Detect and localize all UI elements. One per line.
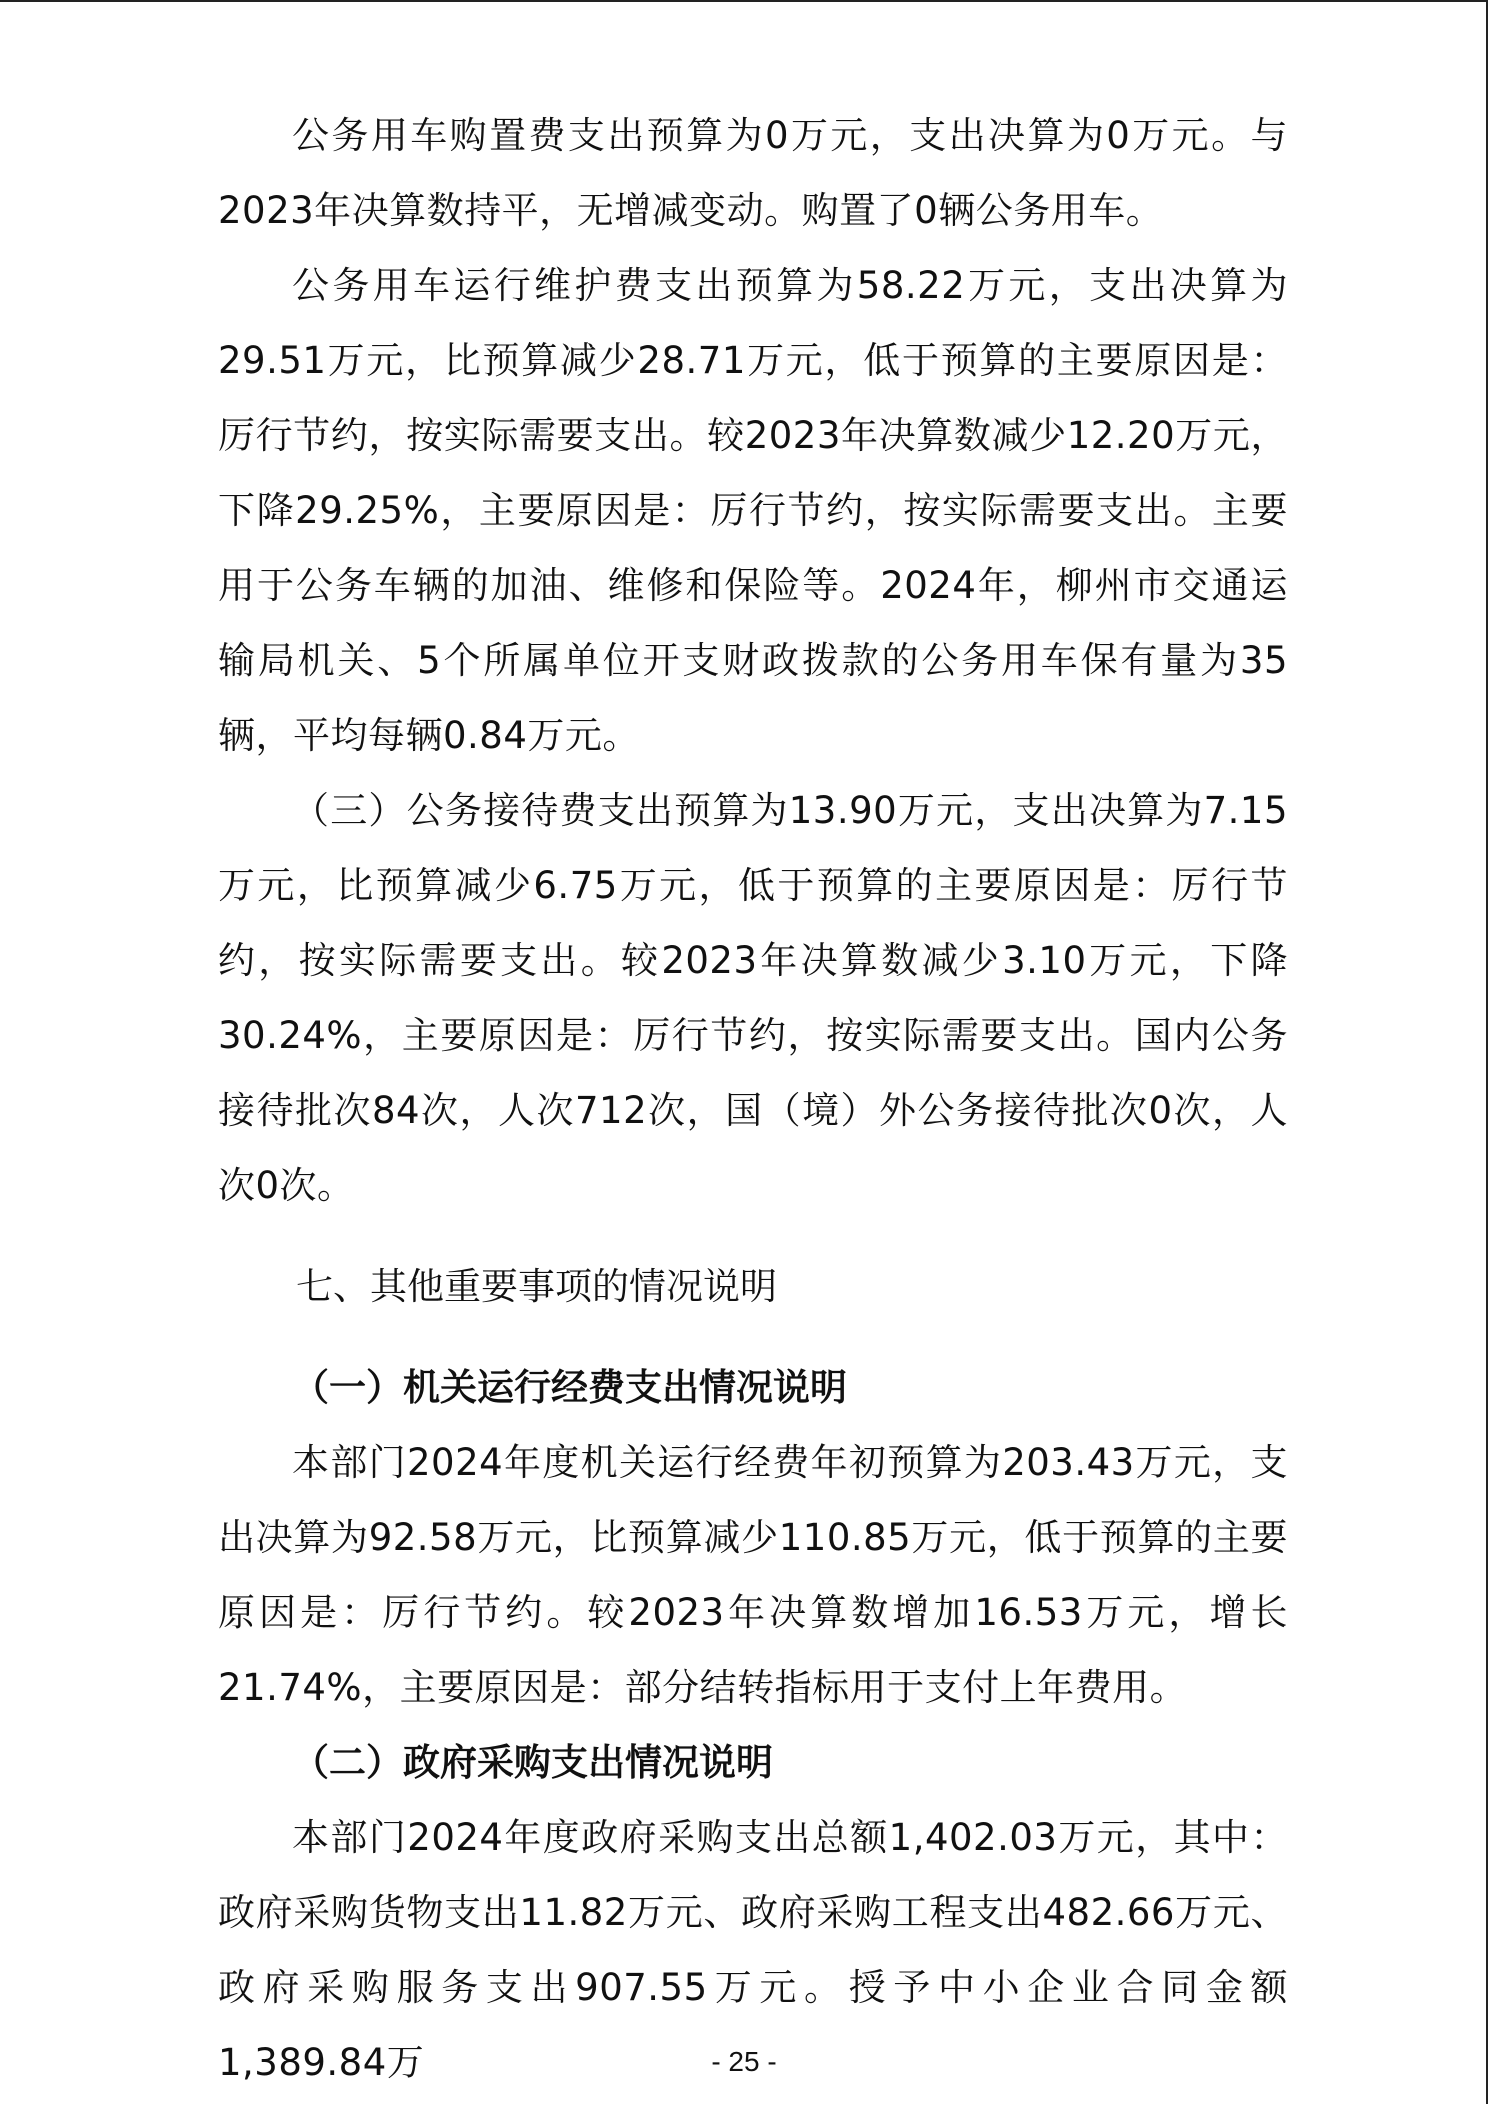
paragraph-reception-expense: （三）公务接待费支出预算为13.90万元，支出决算为7.15万元，比预算减少6.75万元，低于预算的主要原因是：厉行节约，按实际需要支出。较2023年决算数减少3.10万元，下降30.24%，主要原因是：厉行节约，按实际需要支出。国内公务接待批次84次，人次712次，国（境）外公务接待批次0次，人次0次。 [218, 789, 1288, 1207]
section-heading-other-matters: 七、其他重要事项的情况说明 [296, 1265, 777, 1308]
paragraph-operating-expenses: 本部门2024年度机关运行经费年初预算为203.43万元，支出决算为92.58万元，比预算减少110.85万元，低于预算的主要原因是：厉行节约。较2023年决算数增加16.53万元，增长21.74%，主要原因是：部分结转指标用于支付上年费用。 [218, 1441, 1288, 1709]
subheading-government-procurement: （二）政府采购支出情况说明 [292, 1741, 773, 1784]
document-body [218, 98, 1288, 2100]
subheading-operating-expenses: （一）机关运行经费支出情况说明 [292, 1366, 847, 1409]
paragraph-government-procurement: 本部门2024年度政府采购支出总额1,402.03万元，其中：政府采购货物支出11.82万元、政府采购工程支出482.66万元、政府采购服务支出907.55万元。授予中小企业合同金额1,389.84万 [218, 1816, 1288, 2084]
page-number: - 25 - [711, 2046, 777, 2077]
paragraph-vehicle-purchase: 公务用车购置费支出预算为0万元，支出决算为0万元。与2023年决算数持平，无增减变动。购置了0辆公务用车。 [218, 114, 1288, 232]
page-top-border [0, 0, 1488, 2]
paragraph-vehicle-maintenance: 公务用车运行维护费支出预算为58.22万元，支出决算为29.51万元，比预算减少28.71万元，低于预算的主要原因是：厉行节约，按实际需要支出。较2023年决算数减少12.20万元，下降29.25%，主要原因是：厉行节约，按实际需要支出。主要用于公务车辆的加油、维修和保险等。2024年，柳州市交通运输局机关、5个所属单位开支财政拨款的公务用车保有量为35辆，平均每辆0.84万元。 [218, 264, 1288, 757]
